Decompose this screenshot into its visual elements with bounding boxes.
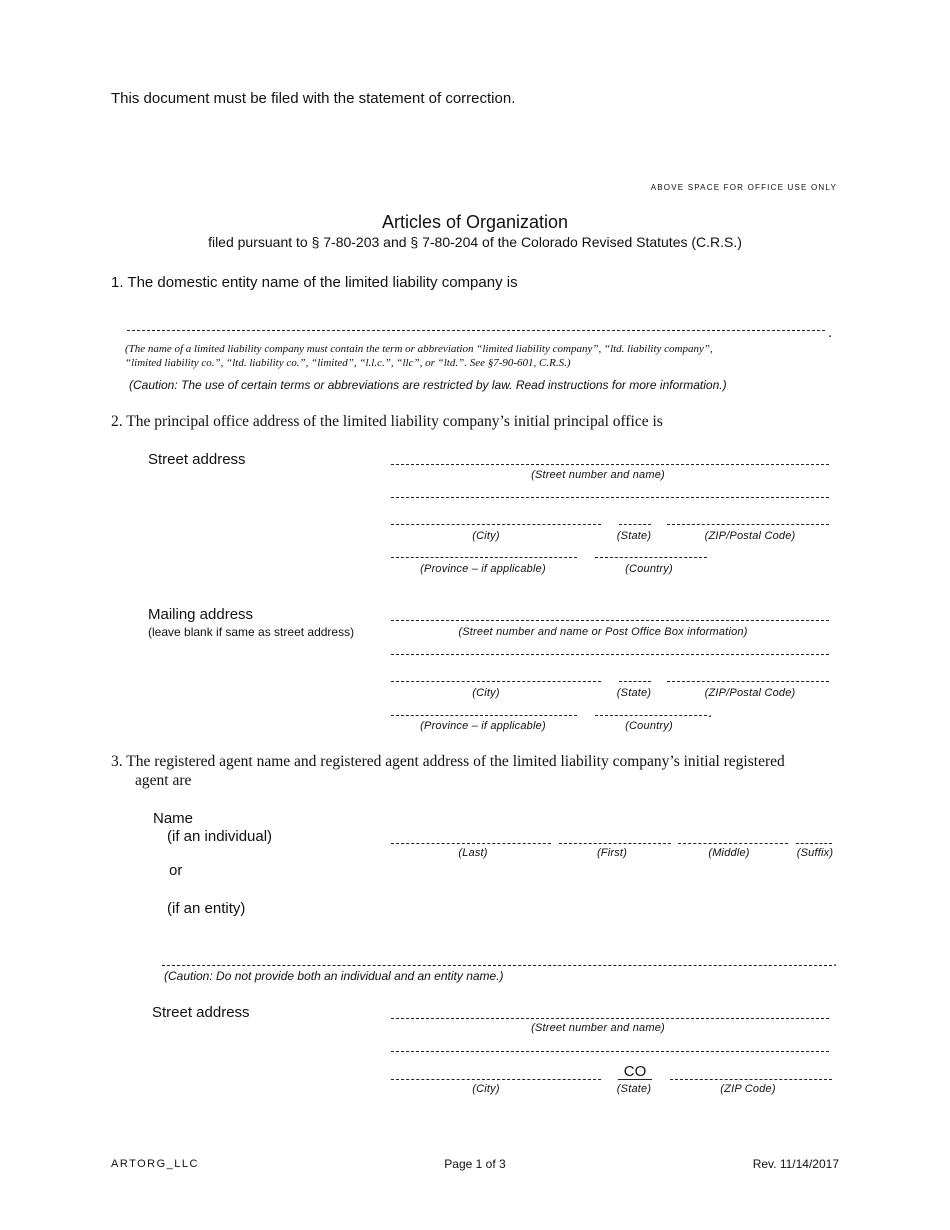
agent-middle-field[interactable] [678, 843, 788, 844]
agent-zip-field[interactable] [670, 1079, 832, 1080]
section-1-caution: (Caution: The use of certain terms or abbreviations are restricted by law. Read instructions for more information.) [129, 378, 727, 392]
principal-street-label: Street address [148, 451, 246, 468]
agent-suffix-field[interactable] [796, 843, 832, 844]
agent-city-field[interactable] [391, 1079, 601, 1080]
principal-country-hint: (Country) [625, 563, 673, 575]
filing-instruction: This document must be filed with the statement of correction. [111, 90, 516, 107]
mailing-country-period: . [708, 704, 713, 721]
principal-state-hint: (State) [616, 530, 652, 542]
mailing-zip-hint: (ZIP/Postal Code) [704, 687, 796, 699]
mailing-address-sublabel: (leave blank if same as street address) [148, 625, 355, 639]
agent-last-field[interactable] [391, 843, 551, 844]
document-subtitle: filed pursuant to § 7-80-203 and § 7-80-204 of the Colorado Revised Statutes (C.R.S.) [208, 234, 742, 250]
agent-first-hint: (First) [596, 847, 628, 859]
agent-street-hint: (Street number and name) [531, 1022, 665, 1034]
section-2-heading: 2. The principal office address of the limited liability company’s initial principal office is [111, 413, 663, 430]
entity-name-note-1: (The name of a limited liability company must contain the term or abbreviation “limited liability company”, “ltd. liability company”, [125, 343, 713, 355]
agent-entity-period: . [833, 953, 838, 970]
section-1-heading: 1. The domestic entity name of the limited liability company is [111, 274, 518, 291]
agent-street-field-2[interactable] [391, 1051, 829, 1052]
agent-city-hint: (City) [472, 1083, 500, 1095]
mailing-city-hint: (City) [472, 687, 500, 699]
mailing-zip-field[interactable] [667, 681, 829, 682]
mailing-street-field-2[interactable] [391, 654, 829, 655]
mailing-city-field[interactable] [391, 681, 601, 682]
principal-zip-hint: (ZIP/Postal Code) [704, 530, 796, 542]
agent-middle-hint: (Middle) [708, 847, 750, 859]
agent-first-field[interactable] [559, 843, 671, 844]
document-title: Articles of Organization [381, 212, 569, 232]
principal-country-field[interactable] [595, 557, 707, 558]
principal-city-field[interactable] [391, 524, 601, 525]
agent-street-field[interactable] [391, 1018, 829, 1019]
agent-suffix-hint: (Suffix) [796, 847, 834, 859]
entity-name-period: . [828, 324, 833, 341]
agent-individual-label: (if an individual) [167, 828, 273, 845]
form-id: ARTORG_LLC [111, 1158, 199, 1170]
mailing-country-field[interactable] [595, 715, 707, 716]
entity-name-note-2: “limited liability co.”, “ltd. liability co.”, “limited”, “l.l.c.”, “llc”, or “ltd.”. See §7-90-601, C.R.S.) [125, 357, 571, 369]
principal-zip-field[interactable] [667, 524, 829, 525]
section-3-heading: 3. The registered agent name and registered agent address of the limited liability company’s initial registered [111, 753, 785, 770]
section-3-heading-cont: agent are [135, 772, 192, 789]
agent-last-hint: (Last) [458, 847, 488, 859]
mailing-state-hint: (State) [616, 687, 652, 699]
agent-state-value: CO [618, 1064, 652, 1080]
principal-street-field-2[interactable] [391, 497, 829, 498]
agent-or-label: or [169, 862, 183, 879]
office-use-label: ABOVE SPACE FOR OFFICE USE ONLY [650, 183, 837, 192]
revision-date: Rev. 11/14/2017 [752, 1157, 839, 1171]
mailing-address-label: Mailing address [148, 606, 254, 623]
mailing-country-hint: (Country) [625, 720, 673, 732]
principal-street-field[interactable] [391, 464, 829, 465]
agent-entity-label: (if an entity) [167, 900, 246, 917]
principal-state-field[interactable] [619, 524, 651, 525]
agent-zip-hint: (ZIP Code) [720, 1083, 776, 1095]
agent-street-label: Street address [152, 1004, 250, 1021]
principal-province-field[interactable] [391, 557, 577, 558]
mailing-province-hint: (Province – if applicable) [420, 720, 546, 732]
entity-name-field[interactable] [127, 330, 825, 331]
section-3-caution: (Caution: Do not provide both an individual and an entity name.) [164, 969, 504, 983]
principal-city-hint: (City) [472, 530, 500, 542]
mailing-state-field[interactable] [619, 681, 651, 682]
principal-street-hint: (Street number and name) [531, 469, 665, 481]
agent-state-hint: (State) [616, 1083, 652, 1095]
mailing-street-hint: (Street number and name or Post Office Box information) [458, 626, 748, 638]
agent-entity-field[interactable] [162, 965, 832, 966]
agent-name-label: Name [153, 810, 194, 827]
mailing-province-field[interactable] [391, 715, 577, 716]
mailing-street-field[interactable] [391, 620, 829, 621]
principal-province-hint: (Province – if applicable) [420, 563, 546, 575]
page-number: Page 1 of 3 [444, 1157, 506, 1171]
